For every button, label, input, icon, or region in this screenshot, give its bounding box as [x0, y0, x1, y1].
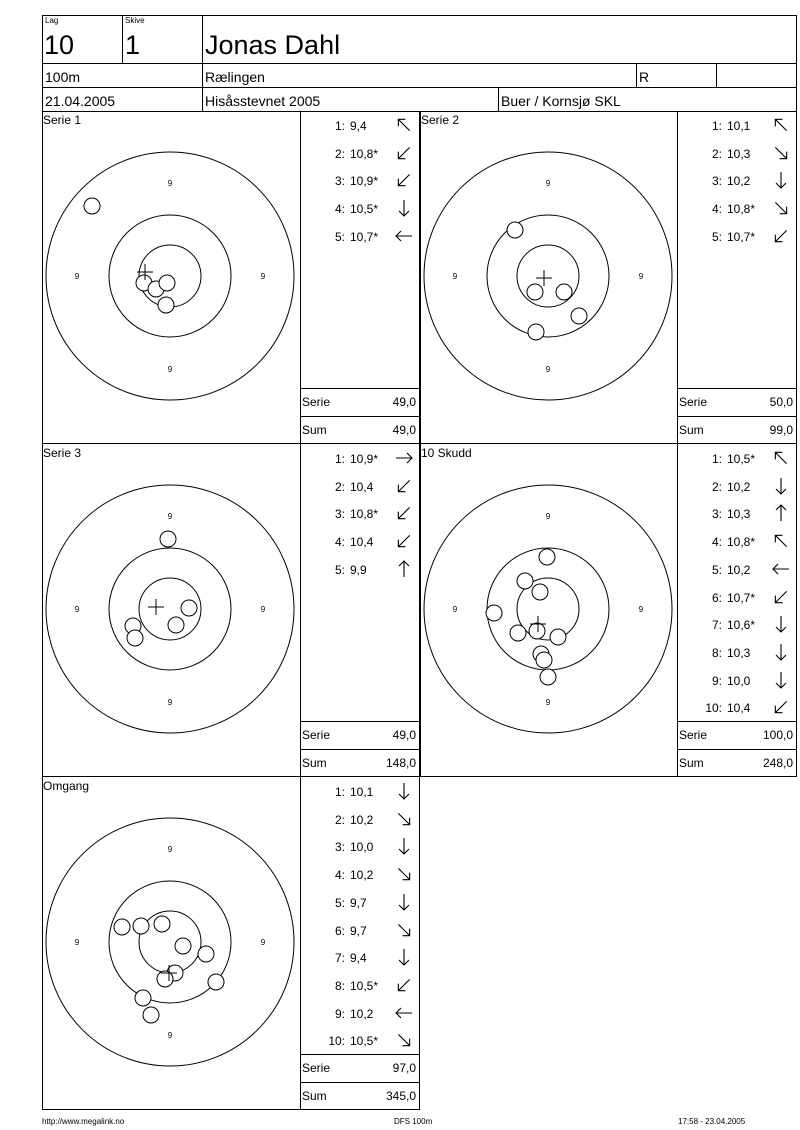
- target-ring: [424, 485, 672, 733]
- shot-hole: [175, 938, 191, 954]
- shot-direction-arrow-icon: [771, 226, 791, 246]
- shot-number: 1:: [334, 785, 345, 799]
- ring-label: 9: [545, 365, 551, 374]
- shot-score: 10,0: [350, 840, 374, 855]
- shot-score: 10,7*: [727, 590, 756, 605]
- sum-label: Sum: [679, 423, 704, 437]
- shot-number: 8:: [711, 645, 722, 660]
- shot-number: 1:: [334, 452, 345, 466]
- shot-number: 1:: [334, 119, 345, 133]
- shot-number: 7:: [711, 618, 722, 633]
- shot-hole: [114, 919, 130, 935]
- lag-label: Lag: [45, 16, 59, 25]
- sum-value: 345,0: [385, 1089, 416, 1103]
- ring-label: 9: [167, 512, 173, 521]
- shot-number: 8:: [334, 978, 345, 993]
- shot-number: 4:: [711, 535, 722, 550]
- footer-title: DFS 100m: [394, 1117, 433, 1126]
- shot-number: 3:: [334, 840, 345, 855]
- footer-url: http://www.megalink.no: [42, 1117, 125, 1126]
- ring-label: 9: [167, 698, 173, 707]
- shot-direction-arrow-icon: [771, 448, 791, 468]
- shot-score: 10,3: [727, 507, 751, 522]
- sum-value: 248,0: [762, 756, 793, 770]
- ring-label: 9: [545, 698, 551, 707]
- shot-hole: [556, 284, 572, 300]
- serie-value: 49,0: [392, 395, 416, 409]
- ring-label: 9: [260, 605, 266, 614]
- ring-label: 9: [638, 272, 644, 281]
- shot-hole: [571, 308, 587, 324]
- shot-hole: [208, 974, 224, 990]
- shot-direction-arrow-icon: [771, 642, 791, 662]
- shot-number: 4:: [334, 868, 345, 883]
- shot-direction-arrow-icon: [771, 503, 791, 523]
- shot-score: 10,7*: [350, 229, 379, 244]
- class: R: [639, 69, 650, 85]
- shot-score: 9,4: [350, 951, 367, 966]
- target-ring: [139, 911, 201, 973]
- shooter-name: Jonas Dahl: [205, 30, 341, 60]
- shot-number: 1:: [711, 119, 722, 133]
- panel-title: Serie 3: [43, 446, 82, 460]
- shot-hole: [550, 629, 566, 645]
- shot-number: 2:: [711, 146, 722, 161]
- ring-label: 9: [260, 272, 266, 281]
- sum-label: Sum: [679, 756, 704, 770]
- ring-label: 9: [74, 938, 80, 947]
- shot-hole: [181, 600, 197, 616]
- shot-direction-arrow-icon: [394, 1003, 414, 1023]
- shot-hole: [527, 284, 543, 300]
- shot-direction-arrow-icon: [771, 476, 791, 496]
- skive-label: Skive: [125, 16, 145, 25]
- mean-point-cross: [148, 599, 164, 615]
- shot-score: 10,2: [350, 1006, 374, 1021]
- shot-direction-arrow-icon: [771, 587, 791, 607]
- shot-direction-arrow-icon: [394, 448, 414, 468]
- ring-label: 9: [167, 179, 173, 188]
- club: Rælingen: [205, 69, 265, 85]
- mean-point-cross: [536, 270, 552, 286]
- shot-number: 4:: [334, 535, 345, 550]
- sum-value: 148,0: [385, 756, 416, 770]
- shot-score: 9,9: [350, 562, 367, 577]
- date: 21.04.2005: [45, 93, 116, 109]
- shot-hole: [540, 669, 556, 685]
- shot-direction-arrow-icon: [394, 531, 414, 551]
- shot-score: 10,5*: [350, 978, 379, 993]
- shot-hole: [160, 531, 176, 547]
- shot-direction-arrow-icon: [394, 170, 414, 190]
- shot-score: 10,2: [727, 562, 751, 577]
- shot-number: 3:: [711, 174, 722, 189]
- shot-score: 10,4: [350, 535, 374, 550]
- ring-label: 9: [74, 605, 80, 614]
- shot-score: 9,7: [350, 923, 367, 938]
- sum-label: Sum: [302, 423, 327, 437]
- shot-score: 10,5*: [727, 452, 756, 466]
- panel-title: Serie 2: [421, 113, 460, 127]
- shot-number: 5:: [334, 895, 345, 910]
- shot-score: 10,5*: [350, 202, 379, 217]
- shot-direction-arrow-icon: [771, 143, 791, 163]
- shot-direction-arrow-icon: [394, 947, 414, 967]
- shot-direction-arrow-icon: [394, 1030, 414, 1050]
- shot-hole: [168, 617, 184, 633]
- venue: Buer / Kornsjø SKL: [501, 93, 621, 109]
- shot-score: 10,1: [727, 119, 751, 133]
- shot-direction-arrow-icon: [394, 975, 414, 995]
- shot-score: 10,2: [350, 868, 374, 883]
- target-diagram: [420, 136, 678, 416]
- target-diagram: [420, 469, 678, 749]
- shot-number: 2:: [334, 479, 345, 494]
- ring-label: 9: [167, 845, 173, 854]
- shot-hole: [198, 946, 214, 962]
- shot-direction-arrow-icon: [771, 170, 791, 190]
- ring-label: 9: [260, 938, 266, 947]
- shot-number: 2:: [711, 479, 722, 494]
- shot-score: 10,2: [727, 174, 751, 189]
- sum-label: Sum: [302, 1089, 327, 1103]
- panel-title: Omgang: [43, 779, 90, 793]
- shot-number: 6:: [334, 923, 345, 938]
- shot-number: 3:: [334, 507, 345, 522]
- target-diagram: [42, 469, 300, 749]
- target-ring: [487, 215, 609, 337]
- shot-number: 9:: [334, 1006, 345, 1021]
- shot-hole: [507, 222, 523, 238]
- shot-hole: [517, 573, 533, 589]
- shot-hole: [539, 549, 555, 565]
- shot-score: 10,3: [727, 146, 751, 161]
- shot-number: 5:: [711, 229, 722, 244]
- shot-score: 10,8*: [727, 535, 756, 550]
- ring-label: 9: [167, 1031, 173, 1040]
- shot-number: 10:: [705, 701, 722, 716]
- shot-direction-arrow-icon: [771, 198, 791, 218]
- ring-label: 9: [545, 512, 551, 521]
- shot-direction-arrow-icon: [771, 614, 791, 634]
- target-diagram: [42, 136, 300, 416]
- serie-value: 97,0: [392, 1061, 416, 1075]
- shot-direction-arrow-icon: [771, 559, 791, 579]
- ring-label: 9: [638, 605, 644, 614]
- sum-value: 99,0: [769, 423, 793, 437]
- serie-value: 50,0: [769, 395, 793, 409]
- serie-label: Serie: [679, 728, 708, 742]
- shot-score: 10,9*: [350, 452, 379, 466]
- panel-title: 10 Skudd: [421, 446, 472, 460]
- shot-direction-arrow-icon: [771, 531, 791, 551]
- target-ring: [109, 548, 231, 670]
- serie-label: Serie: [302, 728, 331, 742]
- shot-score: 10,9*: [350, 174, 379, 189]
- shot-number: 5:: [334, 229, 345, 244]
- shot-direction-arrow-icon: [394, 836, 414, 856]
- shot-hole: [529, 623, 545, 639]
- shot-score: 10,8*: [350, 146, 379, 161]
- ring-label: 9: [74, 272, 80, 281]
- shot-hole: [536, 652, 552, 668]
- serie-label: Serie: [302, 395, 331, 409]
- shot-score: 9,7: [350, 895, 367, 910]
- lag-value: 10: [44, 30, 75, 60]
- shot-number: 7:: [334, 951, 345, 966]
- target-ring: [46, 485, 294, 733]
- footer-timestamp: 17:58 - 23.04.2005: [678, 1117, 746, 1126]
- shot-direction-arrow-icon: [394, 892, 414, 912]
- shot-hole: [158, 297, 174, 313]
- panel-title: Serie 1: [43, 113, 82, 127]
- shot-number: 5:: [334, 562, 345, 577]
- shot-number: 2:: [334, 812, 345, 827]
- shot-score: 10,6*: [727, 618, 756, 633]
- sum-label: Sum: [302, 756, 327, 770]
- shot-direction-arrow-icon: [394, 781, 414, 801]
- shot-hole: [532, 584, 548, 600]
- shot-score: 10,7*: [727, 229, 756, 244]
- shot-hole: [159, 275, 175, 291]
- shot-hole: [510, 625, 526, 641]
- serie-value: 49,0: [392, 728, 416, 742]
- serie-label: Serie: [679, 395, 708, 409]
- skive-value: 1: [125, 30, 141, 60]
- shot-score: 9,4: [350, 119, 367, 133]
- shot-hole: [127, 630, 143, 646]
- shot-direction-arrow-icon: [394, 559, 414, 579]
- shot-direction-arrow-icon: [394, 143, 414, 163]
- shot-number: 4:: [711, 202, 722, 217]
- shot-score: 10,4: [350, 479, 374, 494]
- serie-label: Serie: [302, 1061, 331, 1075]
- target-diagram: [42, 802, 300, 1082]
- target-ring: [46, 818, 294, 1066]
- shot-direction-arrow-icon: [394, 198, 414, 218]
- target-ring: [424, 152, 672, 400]
- shot-score: 10,8*: [350, 507, 379, 522]
- shot-hole: [143, 1007, 159, 1023]
- shot-score: 10,4: [727, 701, 751, 716]
- shot-number: 5:: [711, 562, 722, 577]
- shot-direction-arrow-icon: [394, 864, 414, 884]
- ring-label: 9: [167, 365, 173, 374]
- shot-hole: [528, 324, 544, 340]
- sum-value: 49,0: [392, 423, 416, 437]
- shot-number: 3:: [334, 174, 345, 189]
- distance: 100m: [45, 69, 81, 85]
- shot-hole: [154, 916, 170, 932]
- shot-number: 9:: [711, 673, 722, 688]
- shot-score: 10,1: [350, 785, 374, 799]
- shot-hole: [135, 990, 151, 1006]
- shot-score: 10,0: [727, 673, 751, 688]
- shot-score: 10,5*: [350, 1034, 379, 1049]
- shot-number: 1:: [711, 452, 722, 466]
- shot-direction-arrow-icon: [394, 476, 414, 496]
- shot-number: 2:: [334, 146, 345, 161]
- ring-label: 9: [452, 605, 458, 614]
- shot-score: 10,2: [350, 812, 374, 827]
- shot-number: 4:: [334, 202, 345, 217]
- shot-direction-arrow-icon: [771, 115, 791, 135]
- ring-label: 9: [545, 179, 551, 188]
- shot-hole: [486, 605, 502, 621]
- shot-score: 10,2: [727, 479, 751, 494]
- shot-score: 10,8*: [727, 202, 756, 217]
- shot-hole: [133, 918, 149, 934]
- ring-label: 9: [452, 272, 458, 281]
- shot-number: 6:: [711, 590, 722, 605]
- shot-direction-arrow-icon: [771, 670, 791, 690]
- shot-direction-arrow-icon: [394, 115, 414, 135]
- shot-direction-arrow-icon: [394, 809, 414, 829]
- shot-hole: [84, 198, 100, 214]
- shot-direction-arrow-icon: [394, 503, 414, 523]
- shot-direction-arrow-icon: [771, 697, 791, 717]
- shot-direction-arrow-icon: [394, 920, 414, 940]
- serie-value: 100,0: [762, 728, 793, 742]
- shot-score: 10,3: [727, 645, 751, 660]
- shot-direction-arrow-icon: [394, 226, 414, 246]
- event-name: Hisåsstevnet 2005: [205, 93, 321, 109]
- shot-number: 3:: [711, 507, 722, 522]
- shot-number: 10:: [328, 1034, 345, 1049]
